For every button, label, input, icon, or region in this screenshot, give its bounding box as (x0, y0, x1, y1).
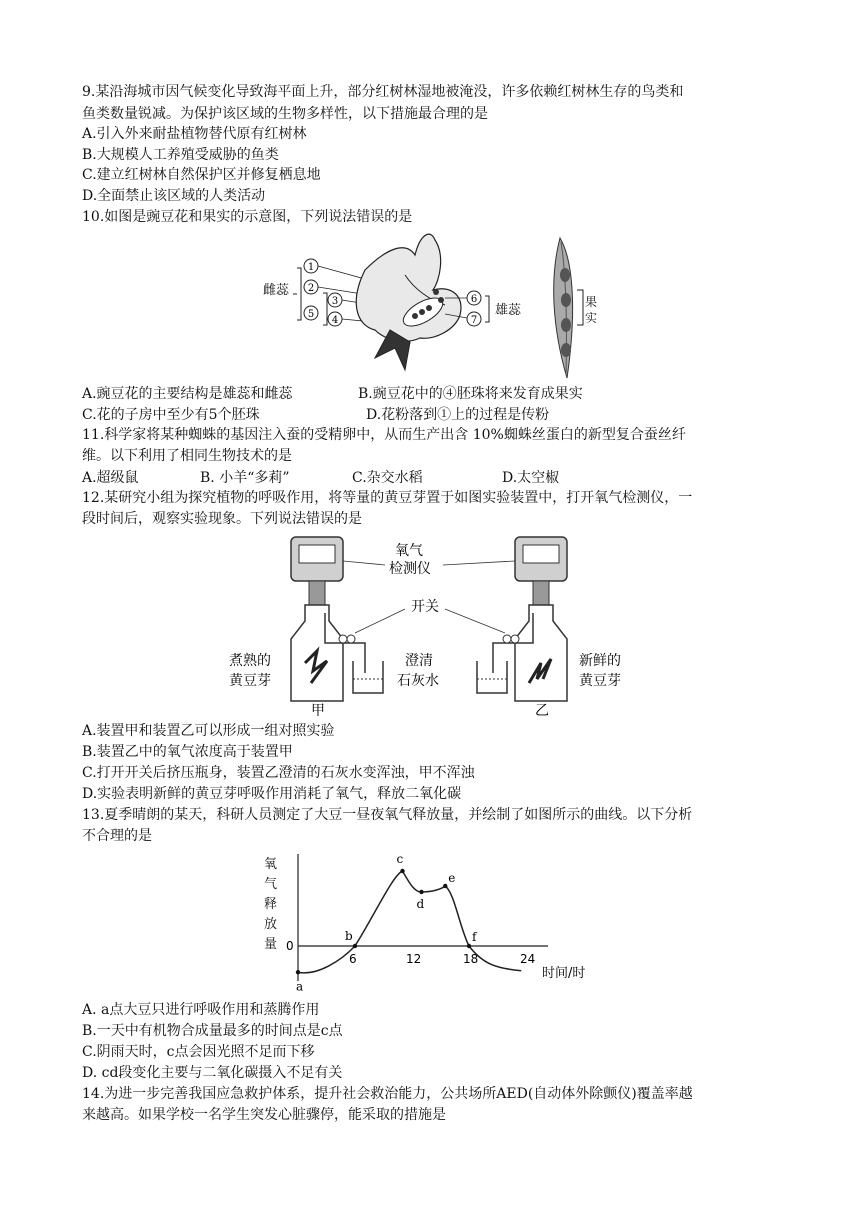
mark-7 (467, 312, 481, 326)
q13-option-c: C.阴雨天时，c点会因光照不足而下移 (82, 1044, 315, 1060)
point-label-f: f (472, 930, 477, 944)
left-switch-icon (339, 635, 355, 643)
q11-option-d: D.太空椒 (502, 470, 560, 486)
q12-option-b: B.装置乙中的氧气浓度高于装置甲 (82, 744, 293, 760)
pistil-label: 雌蕊 (263, 283, 290, 298)
q10-option-a: A.豌豆花的主要结构是雄蕊和雌蕊 (82, 386, 293, 402)
svg-text:3: 3 (331, 296, 339, 307)
q11-stem-line1: 11.科学家将某种蜘蛛的基因注入蚕的受精卵中，从而生产出含 10%蜘蛛丝蛋白的新型复合蚕丝纤 (82, 427, 686, 443)
svg-text:实: 实 (585, 311, 598, 325)
mark-3 (328, 293, 342, 307)
q10-option-b: B.豌豆花中的④胚珠将来发育成果实 (358, 386, 583, 402)
q11-option-a: A.超级鼠 (82, 470, 139, 486)
svg-text:释: 释 (264, 897, 278, 912)
x-tick-label: 6 (349, 952, 357, 966)
svg-text:氧: 氧 (264, 857, 278, 872)
q11-stem-line2: 维。以下利用了相同生物技术的是 (82, 448, 292, 464)
q12-option-d: D.实验表明新鲜的黄豆芽呼吸作用消耗了氧气，释放二氧化碳 (82, 786, 462, 802)
q9-option-c: C.建立红树林自然保护区并修复栖息地 (82, 167, 321, 183)
point-e (443, 884, 447, 888)
q13-option-b: B.一天中有机物合成量最多的时间点是c点 (82, 1023, 343, 1039)
mark-6 (467, 291, 481, 305)
point-d (419, 890, 423, 894)
point-label-d: d (416, 897, 425, 911)
limewater-label-1: 澄清 (405, 653, 433, 669)
detector-label-2: 检测仪 (389, 561, 431, 577)
right-switch-icon (503, 635, 519, 643)
q14-stem-line2: 来越高。如果学校一名学生突发心脏骤停，能采取的措施是 (82, 1107, 446, 1123)
q13-option-a: A. a点大豆只进行呼吸作用和蒸腾作用 (82, 1002, 320, 1018)
svg-text:量: 量 (264, 937, 278, 952)
point-label-a: a (296, 979, 304, 994)
q9-stem-line1: 9.某沿海城市因气候变化导致海平面上升，部分红树林湿地被淹没，许多依赖红树林生存的鸟类和 (82, 84, 684, 100)
detector-label-1: 氧气 (395, 543, 423, 559)
fruit-label: 果 (585, 295, 598, 309)
mark-2 (304, 280, 318, 294)
svg-text:1: 1 (307, 262, 315, 273)
y-zero-tick: 0 (286, 939, 294, 953)
x-axis-label: 时间/时 (542, 966, 586, 981)
respiration-apparatus-figure (225, 533, 645, 718)
q13-stem-line1: 13.夏季晴朗的某天，科研人员测定了大豆一昼夜氧气释放量，并绘制了如图所示的曲线。以下分析 (82, 807, 693, 823)
q12-stem-line2: 段时间后，观察实验现象。下列说法错误的是 (82, 511, 362, 527)
q11-option-b: B. 小羊“多莉” (200, 470, 290, 486)
svg-text:6: 6 (470, 294, 478, 305)
point-c (400, 869, 404, 873)
q14-stem-line1: 14.为进一步完善我国应急救护体系，提升社会救治能力，公共场所AED(自动体外除颤仪)覆盖率越 (82, 1086, 693, 1102)
q9-option-a: A.引入外来耐盐植物替代原有红树林 (82, 126, 307, 142)
mark-5 (304, 306, 318, 320)
point-label-b: b (345, 929, 353, 943)
boiled-sprout-label-1: 煮熟的 (229, 653, 271, 669)
point-b (353, 944, 357, 948)
x-tick-label: 18 (463, 952, 479, 966)
svg-text:气: 气 (264, 877, 278, 892)
stamen-label: 雄蕊 (495, 303, 522, 318)
q9-option-b: B.大规模人工养殖受威胁的鱼类 (82, 147, 279, 163)
fresh-sprout-label-2: 黄豆芽 (579, 673, 621, 689)
q11-option-c: C.杂交水稻 (352, 470, 423, 486)
q12-stem-line1: 12.某研究小组为探究植物的呼吸作用，将等量的黄豆芽置于如图实验装置中，打开氧气检测仪，一 (82, 490, 693, 506)
switch-label: 开关 (411, 599, 439, 615)
oxygen-release-chart (258, 846, 608, 996)
q12-option-a: A.装置甲和装置乙可以形成一组对照实验 (82, 723, 335, 739)
point-a (296, 970, 300, 974)
q13-option-d: D. cd段变化主要与二氧化碳摄入不足有关 (82, 1065, 343, 1081)
q10-option-c: C.花的子房中至少有5个胚珠 (82, 407, 260, 423)
svg-text:放: 放 (264, 917, 278, 932)
point-label-e: e (448, 871, 456, 885)
q12-option-c: C.打开开关后挤压瓶身，装置乙澄清的石灰水变浑浊，甲不浑浊 (82, 765, 475, 781)
svg-text:7: 7 (470, 315, 478, 326)
svg-text:5: 5 (307, 309, 315, 320)
svg-text:2: 2 (307, 283, 315, 294)
limewater-label-2: 石灰水 (397, 673, 439, 689)
pea-flower-figure (255, 230, 598, 380)
y-axis-label (264, 857, 277, 952)
mark-4 (328, 312, 342, 326)
q13-stem-line2: 不合理的是 (82, 828, 152, 844)
svg-text:4: 4 (331, 315, 339, 326)
x-tick-label: 24 (520, 952, 536, 966)
point-f (467, 944, 471, 948)
boiled-sprout-label-2: 黄豆芽 (229, 673, 271, 689)
point-label-c: c (396, 852, 404, 866)
q9-stem-line2: 鱼类数量锐减。为保护该区域的生物多样性，以下措施最合理的是 (82, 106, 488, 122)
q9-option-d: D.全面禁止该区域的人类活动 (82, 188, 266, 204)
x-tick-label: 12 (406, 952, 422, 966)
fresh-sprout-label-1: 新鲜的 (579, 653, 621, 669)
device-jia-label: 甲 (311, 703, 325, 719)
q10-option-d: D.花粉落到①上的过程是传粉 (366, 407, 550, 423)
mark-1 (304, 259, 318, 273)
device-yi-label: 乙 (535, 703, 549, 719)
q10-stem: 10.如图是豌豆花和果实的示意图，下列说法错误的是 (82, 209, 413, 225)
